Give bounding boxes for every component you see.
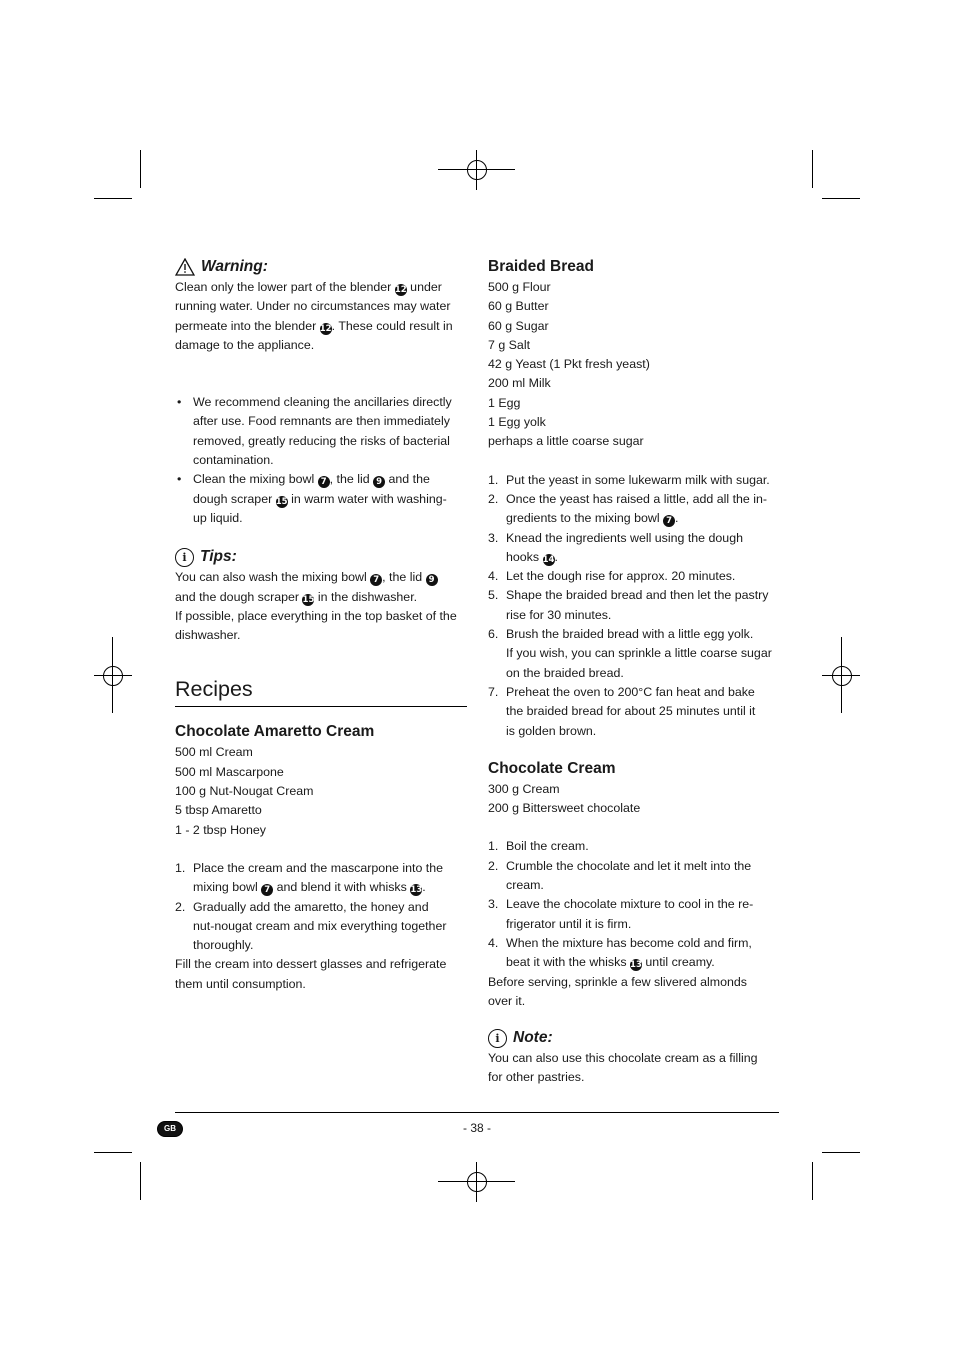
tips-text [175,568,467,645]
ingredient-item: 100 g Nut-Nougat Cream [175,784,314,799]
bullet-line: dough scraper 15 in warm water with washing- [193,491,447,507]
language-badge: GB [157,1121,183,1137]
closing-line: Fill the cream into dessert glasses and refrigerate [175,957,447,972]
part-number-badge: 14 [542,554,555,565]
tips-line: If possible, place everything in the top basket of the [175,608,457,623]
step-number: 2. [488,858,499,873]
step-line: the braided bread for about 25 minutes until it [506,704,756,719]
ingredient-item: 300 g Cream [488,781,560,796]
warning-heading [175,256,467,278]
warning-line: running water. Under no circumstances may water [175,299,451,314]
tips-line: and the dough scraper 15 in the dishwasher. [175,589,418,605]
bullet-line: after use. Food remnants are then immediately [193,414,450,429]
part-number-badge: 12 [319,323,332,334]
warning-text [175,278,467,355]
step-line: Brush the braided bread with a little egg yolk. [506,627,754,642]
step-number: 5. [488,588,499,603]
amaretto-title: Chocolate Amaretto Cream [175,723,375,741]
step-number: 1. [488,472,499,487]
right-column [488,256,780,1088]
ingredient-item: 5 tbsp Amaretto [175,803,262,818]
part-number-badge: 13 [410,885,423,896]
ingredient-item: 1 Egg [488,395,521,410]
step-line: rise for 30 minutes. [506,607,612,622]
part-number-badge: 15 [275,496,288,507]
step-line: mixing bowl 7 and blend it with whisks 13. [193,880,426,896]
step-line: cream. [506,878,544,893]
step-number: 4. [488,569,499,584]
ingredient-item: perhaps a little coarse sugar [488,434,644,449]
step-line: Gradually add the amaretto, the honey and [193,899,429,914]
bread-ingredients [488,278,780,452]
step-number: 6. [488,627,499,642]
step-line: Let the dough rise for approx. 20 minutes. [506,569,736,584]
amaretto-steps [175,859,467,955]
choc-steps [488,837,780,972]
step-line: thoroughly. [193,938,254,953]
step-number: 4. [488,935,499,950]
recipes-title: Recipes [175,674,467,707]
step-line: Place the cream and the mascarpone into the [193,860,444,875]
step-line: Once the yeast has raised a little, add all the in- [506,491,768,506]
choc-ingredients [488,780,780,819]
step-item [488,683,780,741]
step-item [488,529,780,568]
tips-line: You can also wash the mixing bowl 7 , the lid 9 [175,568,467,587]
bullet-item [175,470,467,528]
ingredient-item: 200 g Bittersweet chocolate [488,801,641,816]
ingredient-item: 500 g Flour [488,280,551,294]
info-circle-icon: i [488,1029,507,1048]
step-line: Put the yeast in some lukewarm milk with sugar. [506,472,770,487]
warning-title: Warning: [201,258,268,275]
step-line: Leave the chocolate mixture to cool in the re- [506,897,754,912]
bullet-line: • We recommend cleaning the ancillaries directly [193,395,452,410]
step-number: 3. [488,897,499,912]
step-line: Crumble the chocolate and let it melt into the [506,858,752,873]
closing-line: over it. [488,993,526,1008]
step-line: Knead the ingredients well using the dough [506,530,743,545]
note-title: Note: [513,1029,553,1047]
footer-divider [175,1112,779,1113]
bullet-line: contamination. [193,453,274,468]
step-number: 7. [488,684,499,699]
part-number-badge: 9 [426,574,438,586]
step-line: beat it with the whisks 13 until creamy. [506,955,715,971]
amaretto-closing [175,955,467,994]
choc-closing [488,973,780,1012]
bullet-line: up liquid. [193,510,243,525]
step-number: 2. [175,899,186,914]
part-number-badge: 7 [318,476,330,488]
page-number: - 38 - [462,1121,491,1135]
step-line: Boil the cream. [506,839,589,854]
part-number-badge: 13 [630,960,642,971]
step-line: frigerator until it is firm. [506,916,632,931]
ingredient-item: 500 ml Mascarpone [175,764,284,779]
ingredient-item: 60 g Butter [488,299,549,314]
step-line: is golden brown. [506,723,597,738]
step-item [175,859,467,898]
step-line: nut-nougat cream and mix everything together [193,918,447,933]
step-line: gredients to the mixing bowl 7 . [506,511,679,527]
step-item [488,471,780,490]
step-line: When the mixture has become cold and firm, [506,935,752,950]
step-number: 3. [488,530,499,545]
note-line: for other pastries. [488,1070,585,1085]
part-number-badge: 9 [373,476,385,488]
tips-title: Tips: [200,548,237,566]
part-number-badge: 7 [261,884,273,896]
closing-line: Before serving, sprinkle a few slivered almonds [488,974,747,989]
step-line: If you wish, you can sprinkle a little coarse sugar [506,646,772,661]
step-item [488,934,780,973]
step-item [488,857,780,896]
ingredient-item: 1 Egg yolk [488,415,546,430]
step-item [488,567,780,586]
bread-title: Braided Bread [488,258,594,275]
ingredient-item: 200 ml Milk [488,376,551,391]
ingredient-item: 60 g Sugar [488,318,549,333]
tips-heading [175,546,467,568]
info-circle-icon: i [175,548,194,567]
left-column [175,256,467,994]
bread-steps [488,471,780,741]
step-item [488,586,780,625]
ingredient-item: 500 ml Cream [175,745,253,760]
bullet-item [175,393,467,470]
step-item [488,837,780,856]
part-number-badge: 7 [663,515,675,527]
step-number: 2. [488,491,499,506]
choc-title: Chocolate Cream [488,759,616,777]
ingredient-item: 42 g Yeast (1 Pkt fresh yeast) [488,357,650,372]
note-line: You can also use this chocolate cream as a filling [488,1051,758,1066]
amaretto-ingredients [175,743,467,839]
tips-line: dishwasher. [175,628,241,643]
step-item [488,895,780,934]
step-line: Preheat the oven to 200°C fan heat and bake [506,684,755,699]
note-text [488,1049,780,1088]
cleaning-bullet-list [175,393,467,528]
part-number-badge: 15 [302,594,315,605]
closing-line: them until consumption. [175,976,306,991]
warning-triangle-icon [175,258,195,276]
bullet-line: removed, greatly reducing the risks of bacterial [193,433,450,448]
step-item [488,490,780,529]
ingredient-item: 7 g Salt [488,337,531,352]
part-number-badge: 12 [394,285,407,295]
step-line: hooks 14. [506,549,558,565]
warning-line: damage to the appliance. [175,337,315,352]
step-number: 1. [175,860,186,875]
step-line: Shape the braided bread and then let the pastry [506,588,769,603]
warning-line: permeate into the blender 12. These could result in [175,318,453,334]
ingredient-item: 1 - 2 tbsp Honey [175,822,266,837]
step-line: on the braided bread. [506,665,624,680]
part-number-badge: 7 [370,574,382,586]
step-item [175,898,467,956]
bullet-line: • Clean the mixing bowl 7 , the lid 9 and the [193,472,430,488]
note-heading [488,1027,780,1049]
step-item [488,625,780,683]
step-number: 1. [488,839,499,854]
warning-line: Clean only the lower part of the blender 12 under [175,280,442,295]
